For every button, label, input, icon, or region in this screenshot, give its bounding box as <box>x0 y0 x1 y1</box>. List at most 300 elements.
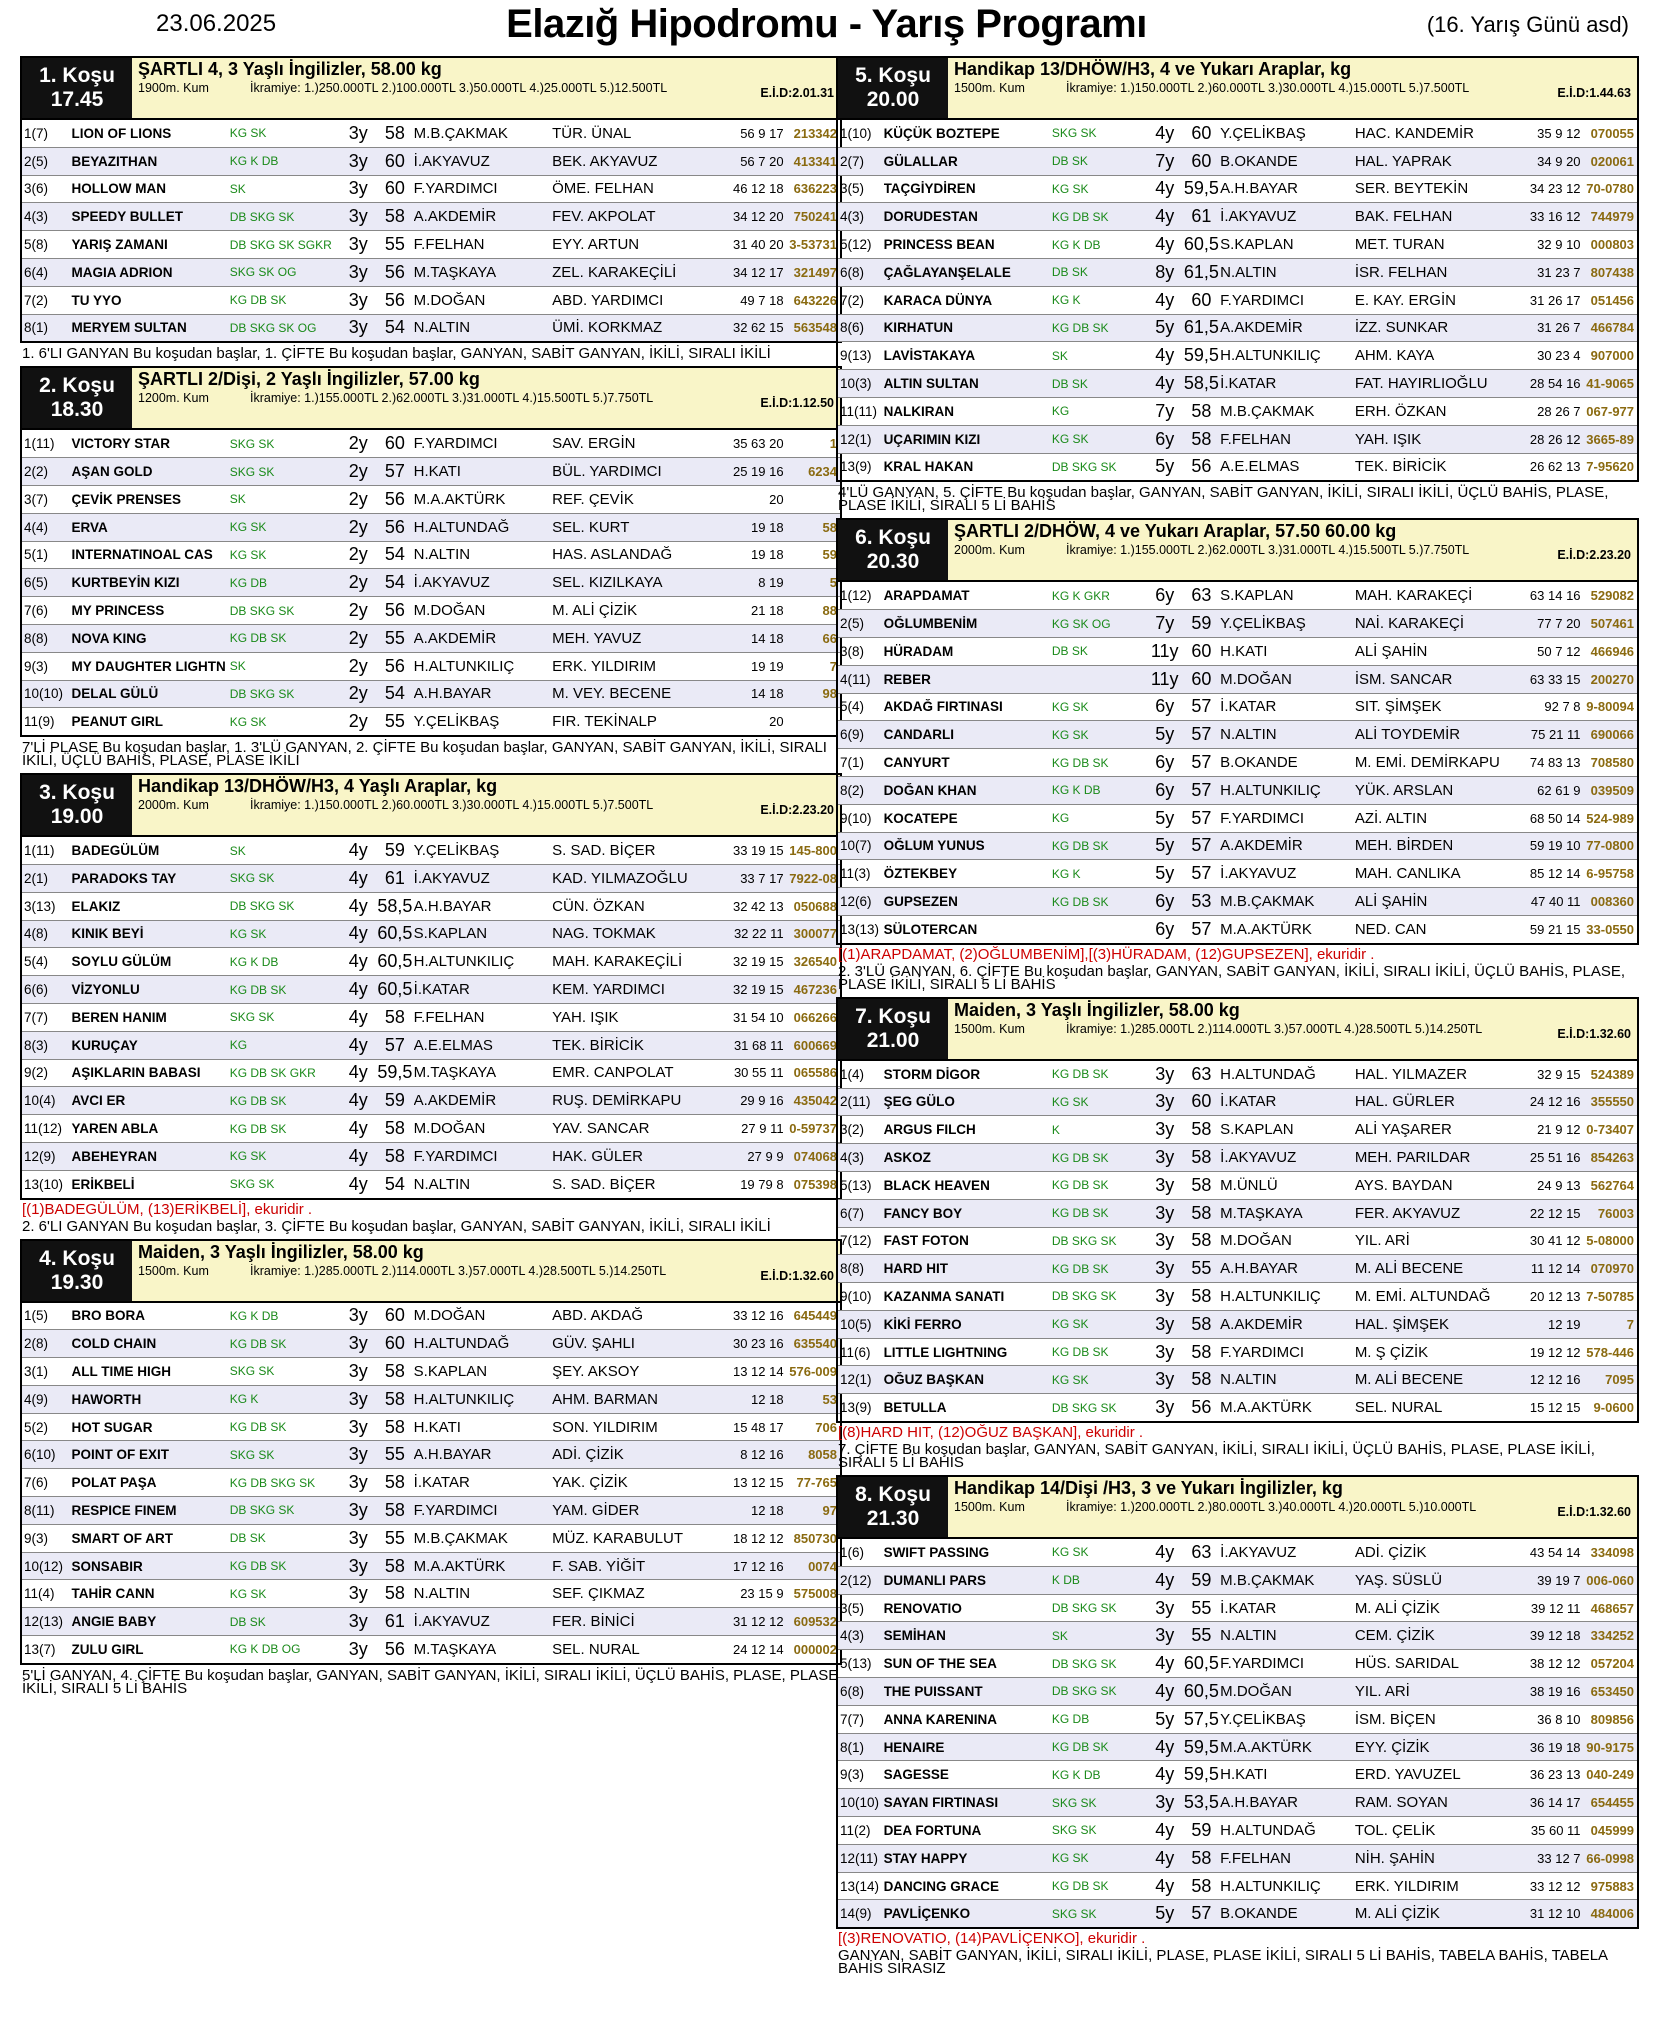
equipment: SKG SK <box>1051 126 1097 141</box>
table-row[interactable] <box>838 203 1637 231</box>
table-row[interactable] <box>22 1497 840 1525</box>
table-row[interactable] <box>22 514 840 542</box>
jockey: N.ALTIN <box>413 546 471 564</box>
owner: YIL. ARİ <box>1354 1232 1410 1250</box>
weight: 53 <box>1191 891 1212 912</box>
table-row[interactable] <box>838 916 1637 943</box>
table-row[interactable] <box>838 1228 1637 1256</box>
table-row[interactable] <box>838 1061 1637 1089</box>
table-row[interactable] <box>838 1734 1637 1762</box>
race-info <box>132 1241 840 1301</box>
table-row[interactable] <box>838 454 1637 481</box>
last-races: 0-73407 <box>1586 1122 1635 1138</box>
horse-name: VICTORY STAR <box>71 436 170 452</box>
table-row[interactable] <box>838 1595 1637 1623</box>
runner-number: 7(2) <box>24 292 49 308</box>
table-row[interactable] <box>22 287 840 315</box>
last-races: 708580 <box>1590 755 1635 771</box>
horse-age: 4y <box>1155 1541 1175 1562</box>
table-row[interactable] <box>838 666 1637 694</box>
jockey: İ.KATAR <box>1220 698 1277 716</box>
horse-age: 4y <box>1155 178 1175 199</box>
table-row[interactable] <box>22 231 840 259</box>
table-row[interactable] <box>838 426 1637 454</box>
race-record: E.İ.D:2.01.31 <box>760 86 834 100</box>
table-row[interactable] <box>838 259 1637 287</box>
horse-age: 8y <box>1155 261 1175 282</box>
table-row[interactable] <box>838 1144 1637 1172</box>
race-distance: 2000m. Kum <box>954 543 1025 558</box>
last-races: 750241 <box>793 209 837 225</box>
table-row[interactable] <box>838 1706 1637 1734</box>
table-row[interactable] <box>22 653 840 681</box>
table-row[interactable] <box>838 120 1637 148</box>
last-races: 600669 <box>793 1037 837 1053</box>
owner: ALİ ŞAHİN <box>1354 893 1428 911</box>
horse-name: POLAT PAŞA <box>71 1475 157 1491</box>
weight: 61 <box>1191 206 1212 227</box>
table-row[interactable] <box>838 1789 1637 1817</box>
last-races: 97 <box>822 1502 837 1518</box>
jockey: M.TAŞKAYA <box>413 1064 497 1082</box>
table-row[interactable] <box>838 1394 1637 1421</box>
table-row[interactable] <box>838 694 1637 722</box>
horse-name: RENOVATIO <box>883 1600 962 1616</box>
race-info <box>132 775 840 835</box>
jockey: M.B.ÇAKMAK <box>1220 893 1315 911</box>
table-row[interactable] <box>22 203 840 231</box>
jockey: İ.KATAR <box>413 1474 470 1492</box>
table-row[interactable] <box>838 1761 1637 1789</box>
last-races: 90-9175 <box>1586 1739 1635 1755</box>
table-row[interactable] <box>838 721 1637 749</box>
table-row[interactable] <box>22 1608 840 1636</box>
owner: BÜL. YARDIMCI <box>552 463 662 481</box>
horse-age: 2y <box>348 600 368 621</box>
table-row[interactable] <box>22 597 840 625</box>
table-row[interactable] <box>838 1172 1637 1200</box>
horse-age: 5y <box>1155 807 1175 828</box>
table-row[interactable] <box>22 708 840 735</box>
table-row[interactable] <box>22 458 840 486</box>
weight: 58 <box>1191 1369 1212 1390</box>
race-card <box>20 773 842 1235</box>
equipment: KG DB SK <box>1051 1150 1109 1165</box>
program-date: 23.06.2025 <box>156 10 277 37</box>
stable-note: [(8)HARD HIT, (12)OĞUZ BAŞKAN], ekuridir . <box>838 1424 1144 1442</box>
table-row[interactable] <box>838 1873 1637 1901</box>
owner: FER. BİNİCİ <box>552 1613 635 1631</box>
weight: 60 <box>1191 289 1212 310</box>
equipment: KG K DB <box>1051 783 1101 798</box>
last-races: 008360 <box>1590 894 1635 910</box>
runner-number: 13(9) <box>840 1400 872 1416</box>
table-row[interactable] <box>22 569 840 597</box>
runner-number: 5(4) <box>24 954 49 970</box>
last-races: 578-446 <box>1586 1344 1635 1360</box>
jockey: B.OKANDE <box>1220 754 1298 772</box>
weight: 59 <box>1191 613 1212 634</box>
equipment: SK <box>229 659 246 674</box>
form-stats: 8 19 <box>758 575 784 591</box>
table-row[interactable] <box>838 1311 1637 1339</box>
runner-number: 9(10) <box>840 1288 872 1304</box>
owner: FAT. HAYIRLIOĞLU <box>1354 375 1488 393</box>
weight: 54 <box>384 544 405 565</box>
runner-number: 4(3) <box>24 209 49 225</box>
equipment: DB SK <box>1051 265 1088 280</box>
weight: 54 <box>384 317 405 338</box>
table-row[interactable] <box>22 893 840 921</box>
form-stats: 25 19 16 <box>732 464 784 480</box>
last-races: 576-009 <box>789 1363 837 1379</box>
equipment: DB SKG SK <box>1051 1601 1117 1616</box>
weight: 60,5 <box>377 951 413 972</box>
horse-age: 4y <box>1155 1653 1175 1674</box>
horse-age: 4y <box>348 1173 368 1194</box>
owner: M. ALİ BECENE <box>1354 1260 1464 1278</box>
owner: YAV. SANCAR <box>552 1120 650 1137</box>
equipment: SKG SK <box>229 1177 275 1192</box>
race-prize: İkramiye: 1.)285.000TL 2.)114.000TL 3.)57.000TL 4.)28.500TL 5.)14.250TL <box>250 1263 667 1278</box>
horse-name: DEA FORTUNA <box>883 1822 982 1838</box>
table-row[interactable] <box>838 805 1637 833</box>
table-row[interactable] <box>838 1116 1637 1144</box>
owner: SEL. NURAL <box>1354 1399 1443 1417</box>
equipment: SK <box>229 181 246 196</box>
table-row[interactable] <box>838 638 1637 666</box>
jockey: H.ALTUNKILIÇ <box>413 657 515 675</box>
horse-name: STAY HAPPY <box>883 1850 968 1866</box>
table-row[interactable] <box>22 486 840 514</box>
table-row[interactable] <box>838 231 1637 259</box>
table-row[interactable] <box>838 398 1637 426</box>
horse-name: NALKIRAN <box>883 403 955 419</box>
last-races: 744979 <box>1590 209 1635 225</box>
last-races: 58 <box>822 519 837 535</box>
horse-age: 4y <box>1155 1819 1175 1840</box>
owner: RUŞ. DEMİRKAPU <box>552 1092 682 1110</box>
jockey: H.ALTUNKILIÇ <box>1220 1877 1321 1895</box>
table-row[interactable] <box>22 921 840 949</box>
table-row[interactable] <box>838 777 1637 805</box>
table-row[interactable] <box>838 1900 1637 1927</box>
table-row[interactable] <box>838 176 1637 204</box>
jockey: A.AKDEMİR <box>413 208 497 226</box>
form-stats: 25 51 16 <box>1529 1150 1581 1165</box>
table-row[interactable] <box>22 1330 840 1358</box>
horse-age: 6y <box>1155 585 1175 606</box>
weight: 58 <box>384 1118 405 1138</box>
table-row[interactable] <box>838 610 1637 638</box>
form-stats: 32 19 15 <box>732 954 784 970</box>
table-row[interactable] <box>838 342 1637 370</box>
table-row[interactable] <box>22 1060 840 1088</box>
runner-number: 11(12) <box>24 1121 63 1136</box>
horse-age: 3y <box>1155 1230 1175 1251</box>
table-row[interactable] <box>838 1539 1637 1567</box>
weight: 56 <box>384 600 405 621</box>
weight: 63 <box>1191 1063 1212 1084</box>
jockey: İ.KATAR <box>1220 1093 1277 1111</box>
table-row[interactable] <box>22 1580 840 1608</box>
horse-age: 3y <box>348 150 368 171</box>
race-number: 4. Koşu <box>39 1246 115 1270</box>
table-row[interactable] <box>22 148 840 176</box>
form-stats: 24 12 16 <box>1529 1094 1581 1110</box>
horse-name: AVCI ER <box>71 1093 126 1109</box>
jockey: M.ÜNLÜ <box>1220 1176 1278 1194</box>
table-row[interactable] <box>838 315 1637 343</box>
horse-age: 5y <box>1155 317 1175 338</box>
horse-age: 3y <box>348 1638 368 1659</box>
table-row[interactable] <box>22 1115 840 1143</box>
equipment: KG SK <box>1051 699 1089 714</box>
race-number: 3. Koşu <box>39 781 115 805</box>
table-row[interactable] <box>838 1339 1637 1367</box>
table-row[interactable] <box>838 833 1637 861</box>
form-stats: 36 19 18 <box>1529 1739 1581 1755</box>
table-row[interactable] <box>22 1303 840 1331</box>
weight: 58 <box>384 1145 405 1166</box>
runner-number: 8(2) <box>840 782 865 798</box>
weight: 58 <box>1191 1230 1212 1251</box>
race-title: Handikap 13/DHÖW/H3, 4 ve Yukarı Araplar, kg <box>954 59 1352 79</box>
runners-table <box>836 582 1639 944</box>
owner: KEM. YARDIMCI <box>552 981 665 999</box>
form-stats: 34 23 12 <box>1529 181 1581 197</box>
owner: FIR. TEKİNALP <box>552 713 657 731</box>
weight: 58 <box>1191 1202 1212 1223</box>
form-stats: 35 9 12 <box>1537 125 1581 141</box>
table-row[interactable] <box>838 582 1637 610</box>
last-races: 636223 <box>793 181 837 197</box>
weight: 61,5 <box>1183 317 1219 338</box>
table-row[interactable] <box>22 315 840 342</box>
table-row[interactable] <box>838 1650 1637 1678</box>
jockey: H.ALTUNKILIÇ <box>413 1390 515 1408</box>
form-stats: 31 12 10 <box>1529 1906 1581 1922</box>
horse-age: 3y <box>348 1416 368 1437</box>
table-row[interactable] <box>22 1636 840 1663</box>
last-races: 050688 <box>793 898 837 914</box>
left-column <box>20 56 842 1701</box>
horse-age: 5y <box>1155 835 1175 856</box>
table-row[interactable] <box>22 865 840 893</box>
weight: 59 <box>1191 1569 1212 1590</box>
table-row[interactable] <box>838 1567 1637 1595</box>
form-stats: 17 12 16 <box>732 1558 784 1574</box>
horse-age: 4y <box>1155 234 1175 255</box>
weight: 57,5 <box>1183 1708 1219 1729</box>
runner-number: 10(3) <box>840 376 872 392</box>
race-details <box>954 1021 1631 1037</box>
last-races: 7 <box>829 658 837 674</box>
form-stats: 31 68 11 <box>733 1037 784 1053</box>
runners-table <box>20 120 842 343</box>
equipment: KG SK <box>229 1149 267 1164</box>
table-row[interactable] <box>838 1255 1637 1283</box>
bet-note: 5'Lİ GANYAN, 4. ÇİFTE Bu koşudan başlar, GANYAN, SABİT GANYAN, İKİLİ, SIRALI İKİLİ, ÜÇLÜ BAHİS, PLASE, PLASE İKİLİ, SIRALI 5 Lİ BAHİS <box>22 1666 839 1697</box>
table-row[interactable] <box>838 1622 1637 1650</box>
race-number-box <box>22 1241 132 1301</box>
table-row[interactable] <box>838 1366 1637 1394</box>
horse-age: 4y <box>1155 206 1175 227</box>
weight: 60 <box>1191 122 1212 143</box>
table-row[interactable] <box>838 1678 1637 1706</box>
weight: 58 <box>384 1472 405 1493</box>
horse-age: 4y <box>1155 1736 1175 1757</box>
table-row[interactable] <box>22 625 840 653</box>
table-row[interactable] <box>838 148 1637 176</box>
runner-number: 6(9) <box>840 727 865 743</box>
equipment: KG SK <box>229 126 267 141</box>
table-row[interactable] <box>22 259 840 287</box>
table-row[interactable] <box>22 120 840 148</box>
race-card <box>836 518 1639 993</box>
table-row[interactable] <box>22 1553 840 1581</box>
horse-name: VİZYONLU <box>71 982 140 998</box>
weight: 57 <box>1191 863 1212 884</box>
equipment: KG SK <box>229 926 267 941</box>
runners-table <box>20 430 842 737</box>
form-stats: 56 9 17 <box>740 125 784 141</box>
table-row[interactable] <box>22 681 840 709</box>
table-row[interactable] <box>838 1817 1637 1845</box>
jockey: A.H.BAYAR <box>413 897 492 915</box>
form-stats: 19 79 8 <box>740 1176 784 1192</box>
race-header <box>20 56 842 120</box>
table-row[interactable] <box>22 1414 840 1442</box>
horse-name: AKDAĞ FIRTINASI <box>883 699 1003 715</box>
owner: S. SAD. BİÇER <box>552 842 656 860</box>
horse-age: 3y <box>348 1444 368 1465</box>
last-races: 5-08000 <box>1586 1233 1635 1249</box>
table-row[interactable] <box>22 837 840 865</box>
table-row[interactable] <box>838 860 1637 888</box>
table-row[interactable] <box>22 430 840 458</box>
runner-number: 6(8) <box>840 264 865 280</box>
horse-age: 3y <box>1155 1285 1175 1306</box>
horse-name: HAWORTH <box>71 1391 142 1407</box>
table-row[interactable] <box>22 1441 840 1469</box>
equipment: KG K DB OG <box>229 1642 301 1657</box>
horse-age: 3y <box>348 1555 368 1576</box>
last-races: 6234 <box>808 464 837 480</box>
runner-number: 4(9) <box>24 1391 49 1407</box>
table-row[interactable] <box>22 1386 840 1414</box>
table-row[interactable] <box>22 1087 840 1115</box>
weight: 58 <box>384 1555 405 1576</box>
equipment: KG DB SK <box>229 1336 287 1351</box>
jockey: F.YARDIMCI <box>413 180 498 198</box>
table-row[interactable] <box>838 370 1637 398</box>
horse-name: MERYEM SULTAN <box>71 320 187 336</box>
table-row[interactable] <box>838 1200 1637 1228</box>
table-row[interactable] <box>22 1004 840 1032</box>
table-row[interactable] <box>22 542 840 570</box>
race-prize: İkramiye: 1.)285.000TL 2.)114.000TL 3.)57.000TL 4.)28.500TL 5.)14.250TL <box>1066 1021 1483 1036</box>
runner-number: 2(1) <box>24 870 49 886</box>
table-row[interactable] <box>22 976 840 1004</box>
table-row[interactable] <box>22 1171 840 1198</box>
table-row[interactable] <box>838 1089 1637 1117</box>
equipment: SKG SK <box>1051 1906 1097 1921</box>
table-row[interactable] <box>838 888 1637 916</box>
table-row[interactable] <box>22 1032 840 1060</box>
form-stats: 34 12 20 <box>732 209 784 225</box>
equipment: KG K DB <box>229 154 279 169</box>
equipment: DB SKG SK <box>229 686 295 701</box>
horse-name: KURUÇAY <box>71 1037 138 1053</box>
weight: 60 <box>384 150 405 171</box>
runner-number: 2(7) <box>840 153 865 169</box>
runner-number: 10(7) <box>840 838 872 854</box>
table-row[interactable] <box>838 1845 1637 1873</box>
form-stats: 19 19 <box>751 658 784 674</box>
horse-name: ARAPDAMAT <box>883 588 970 604</box>
jockey: Y.ÇELİKBAŞ <box>413 842 500 860</box>
jockey: N.ALTIN <box>1220 726 1277 744</box>
horse-age: 4y <box>1155 1875 1175 1896</box>
jockey: A.AKDEMİR <box>413 1092 497 1110</box>
runner-number: 6(5) <box>24 575 49 591</box>
jockey: F.YARDIMCI <box>1220 1655 1305 1673</box>
race-number: 6. Koşu <box>855 526 931 550</box>
table-row[interactable] <box>22 1469 840 1497</box>
table-row[interactable] <box>838 749 1637 777</box>
horse-age: 2y <box>348 711 368 732</box>
equipment: DB SKG SK <box>229 1503 295 1518</box>
owner: HAL. YAPRAK <box>1354 152 1452 170</box>
weight: 58 <box>1191 1847 1212 1868</box>
last-races: 850730 <box>793 1530 837 1546</box>
table-row[interactable] <box>22 948 840 976</box>
equipment: KG SK <box>229 1586 267 1601</box>
table-row[interactable] <box>838 1283 1637 1311</box>
race-number-box <box>838 520 948 580</box>
runner-number: 3(2) <box>840 1122 865 1138</box>
race-details <box>138 797 834 813</box>
table-row[interactable] <box>22 1358 840 1386</box>
owner: EMR. CANPOLAT <box>552 1064 674 1082</box>
last-races: 645449 <box>793 1308 837 1324</box>
runner-number: 9(10) <box>840 810 872 826</box>
last-races: 41-9065 <box>1586 376 1635 392</box>
race-record: E.İ.D:2.23.20 <box>760 803 834 818</box>
runner-number: 8(8) <box>24 630 49 646</box>
last-races: 706 <box>815 1419 837 1435</box>
owner: M. EMİ. ALTUNDAĞ <box>1354 1287 1491 1305</box>
table-row[interactable] <box>838 287 1637 315</box>
horse-name: DANCING GRACE <box>883 1878 1000 1894</box>
horse-name: HENAIRE <box>883 1739 945 1755</box>
race-number-box <box>22 368 132 428</box>
runner-number: 2(12) <box>840 1572 872 1588</box>
form-stats: 32 19 15 <box>732 982 784 998</box>
weight: 63 <box>1191 585 1212 606</box>
jockey: S.KAPLAN <box>413 925 488 943</box>
race-record: E.İ.D:1.44.63 <box>1557 86 1631 100</box>
table-row[interactable] <box>22 1143 840 1171</box>
weight: 58 <box>384 122 405 143</box>
table-row[interactable] <box>22 176 840 204</box>
runner-number: 5(1) <box>24 547 49 563</box>
race-card <box>20 1239 842 1695</box>
table-row[interactable] <box>22 1525 840 1553</box>
equipment: KG DB SK <box>1051 838 1109 853</box>
last-races: 066266 <box>793 1009 837 1025</box>
